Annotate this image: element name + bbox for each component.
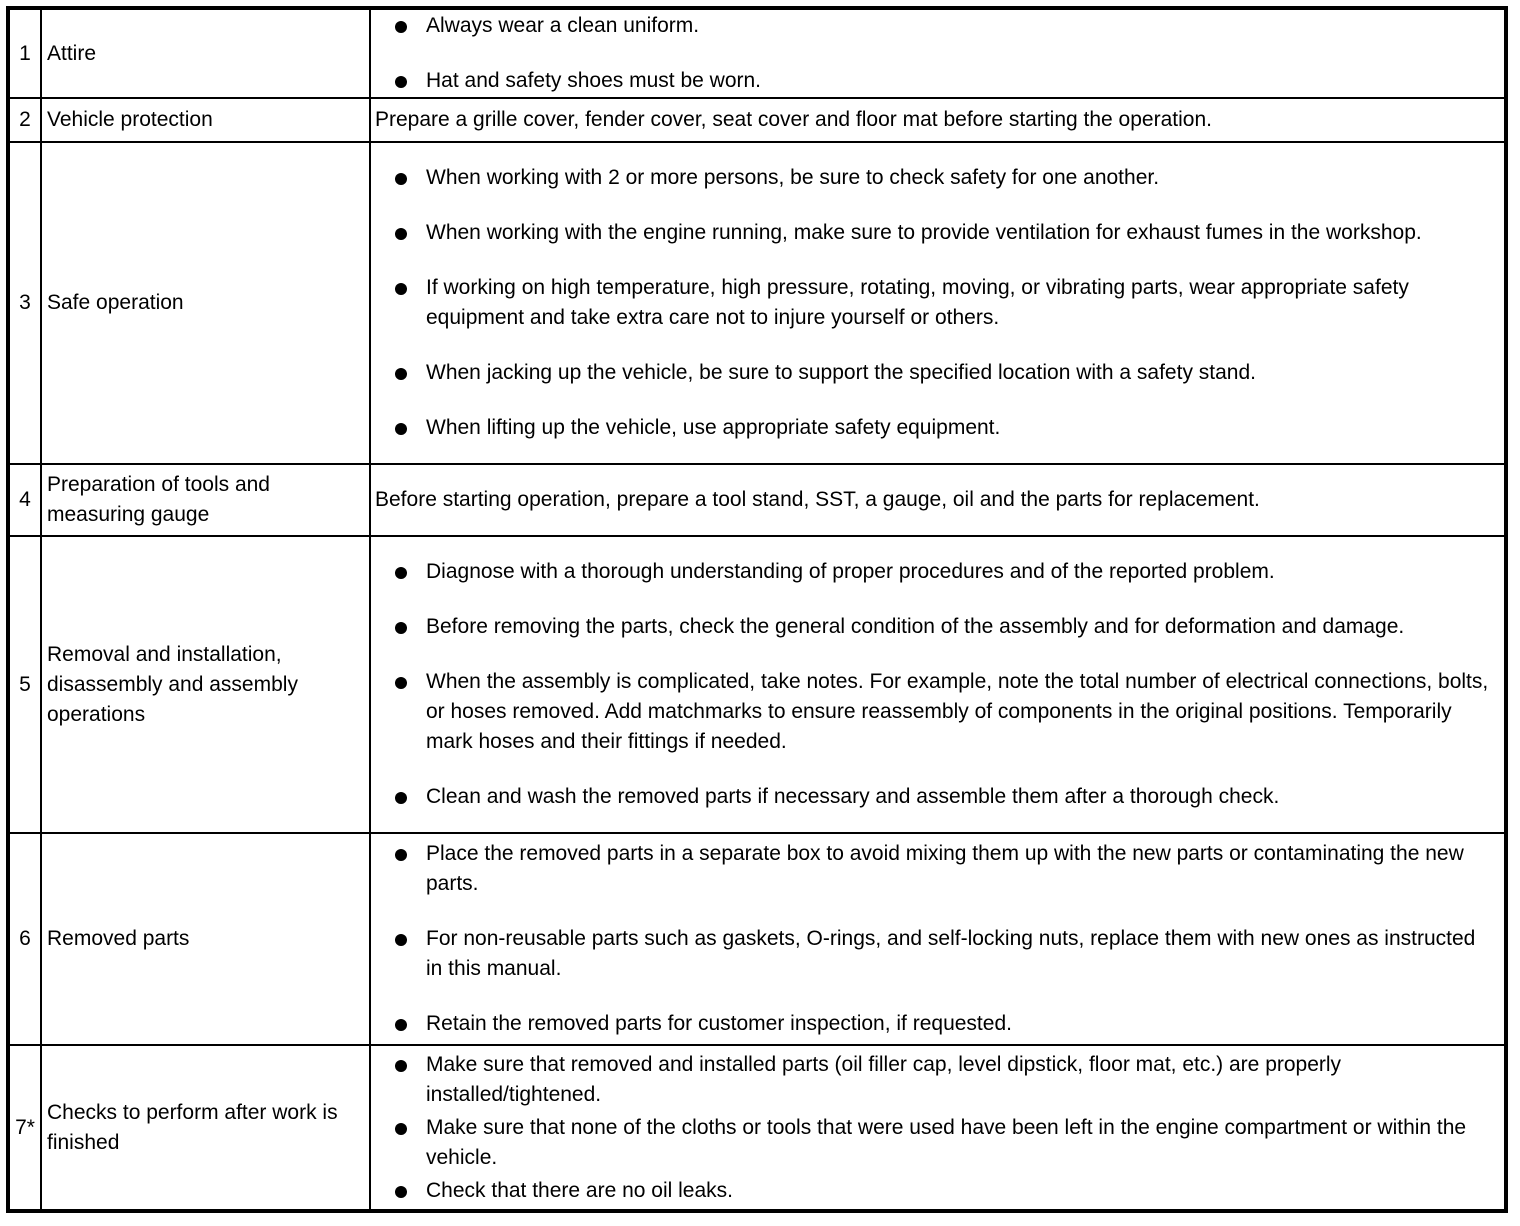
row-category: Removed parts	[41, 833, 370, 1045]
row-details: Prepare a grille cover, fender cover, seat cover and floor mat before starting the operation.	[370, 98, 1506, 142]
list-item-text: When jacking up the vehicle, be sure to support the specified location with a safety stand.	[426, 361, 1256, 384]
precautions-table	[6, 6, 1508, 1213]
row-number: 4	[8, 464, 41, 536]
list-item	[375, 1176, 1494, 1206]
bullet-icon	[395, 792, 407, 804]
bullet-list	[375, 557, 1494, 812]
row-details	[370, 1045, 1506, 1211]
list-item-text: When working with 2 or more persons, be sure to check safety for one another.	[426, 166, 1160, 189]
list-item	[375, 218, 1494, 248]
bullet-icon	[395, 849, 407, 861]
list-item	[375, 1050, 1494, 1110]
row-details	[370, 536, 1506, 833]
bullet-icon	[395, 622, 407, 634]
row-number: 5	[8, 536, 41, 833]
list-item-text: When working with the engine running, make sure to provide ventilation for exhaust fumes in the workshop.	[426, 221, 1422, 244]
list-item	[375, 557, 1494, 587]
list-item	[375, 11, 1494, 41]
table-row	[8, 536, 1506, 833]
row-category: Attire	[41, 8, 370, 98]
list-item	[375, 612, 1494, 642]
bullet-list	[375, 1050, 1494, 1206]
list-item-text: Hat and safety shoes must be worn.	[426, 69, 762, 92]
list-item-text: Make sure that none of the cloths or tools that were used have been left in the engine compartment or within the vehicle.	[426, 1115, 1467, 1169]
bullet-icon	[395, 1186, 407, 1198]
bullet-icon	[395, 283, 407, 295]
table-row	[8, 464, 1506, 536]
list-item-text: Before removing the parts, check the general condition of the assembly and for deformation and damage.	[426, 615, 1405, 638]
row-number: 1	[8, 8, 41, 98]
list-item	[375, 1113, 1494, 1173]
table-row	[8, 98, 1506, 142]
bullet-icon	[395, 173, 407, 185]
list-item	[375, 839, 1494, 899]
row-number: 2	[8, 98, 41, 142]
bullet-list	[375, 11, 1494, 96]
list-item	[375, 163, 1494, 193]
row-details: Before starting operation, prepare a tool stand, SST, a gauge, oil and the parts for replacement.	[370, 464, 1506, 536]
list-item-text: Diagnose with a thorough understanding of proper procedures and of the reported problem.	[426, 560, 1275, 583]
list-item	[375, 66, 1494, 96]
list-item-text: If working on high temperature, high pressure, rotating, moving, or vibrating parts, wear appropriate safety equipment and take extra care not to injure yourself or others.	[426, 276, 1409, 329]
bullet-icon	[395, 76, 407, 88]
bullet-icon	[395, 423, 407, 435]
list-item	[375, 667, 1494, 757]
bullet-icon	[395, 1123, 407, 1135]
bullet-list	[375, 839, 1494, 1039]
row-category: Vehicle protection	[41, 98, 370, 142]
list-item	[375, 413, 1494, 443]
table-row	[8, 8, 1506, 98]
bullet-icon	[395, 934, 407, 946]
list-item-text: When the assembly is complicated, take notes. For example, note the total number of electrical connections, bolts, or hoses removed. Add matchmarks to ensure reassembly of components in the original positions. Temporarily mark hoses and their fittings if needed.	[426, 670, 1489, 753]
list-item-text: Place the removed parts in a separate box to avoid mixing them up with the new parts or contaminating the new parts.	[426, 842, 1464, 895]
bullet-icon	[395, 567, 407, 579]
row-category: Removal and installation, disassembly and assembly operations	[41, 536, 370, 833]
row-details	[370, 8, 1506, 98]
table-row	[8, 1045, 1506, 1211]
bullet-icon	[395, 1019, 407, 1031]
row-number: 7*	[8, 1045, 41, 1211]
list-item-text: When lifting up the vehicle, use appropriate safety equipment.	[426, 416, 1001, 439]
row-details	[370, 142, 1506, 464]
list-item	[375, 358, 1494, 388]
bullet-icon	[395, 1060, 407, 1072]
list-item-text: Always wear a clean uniform.	[426, 14, 700, 37]
row-category: Checks to perform after work is finished	[41, 1045, 370, 1211]
list-item	[375, 1009, 1494, 1039]
row-category: Preparation of tools and measuring gauge	[41, 464, 370, 536]
list-item	[375, 273, 1494, 333]
table-row	[8, 142, 1506, 464]
bullet-icon	[395, 228, 407, 240]
row-category: Safe operation	[41, 142, 370, 464]
bullet-icon	[395, 677, 407, 689]
row-details	[370, 833, 1506, 1045]
bullet-list	[375, 163, 1494, 443]
bullet-icon	[395, 21, 407, 33]
table-row	[8, 833, 1506, 1045]
bullet-icon	[395, 368, 407, 380]
list-item	[375, 924, 1494, 984]
list-item-text: Check that there are no oil leaks.	[426, 1178, 734, 1202]
list-item-text: For non-reusable parts such as gaskets, O-rings, and self-locking nuts, replace them with new ones as instructed in this manual.	[426, 927, 1476, 980]
list-item-text: Clean and wash the removed parts if necessary and assemble them after a thorough check.	[426, 785, 1280, 808]
row-number: 3	[8, 142, 41, 464]
list-item-text: Make sure that removed and installed parts (oil filler cap, level dipstick, floor mat, etc.) are properly installed/tightened.	[426, 1052, 1342, 1106]
list-item	[375, 782, 1494, 812]
row-number: 6	[8, 833, 41, 1045]
list-item-text: Retain the removed parts for customer inspection, if requested.	[426, 1012, 1012, 1035]
